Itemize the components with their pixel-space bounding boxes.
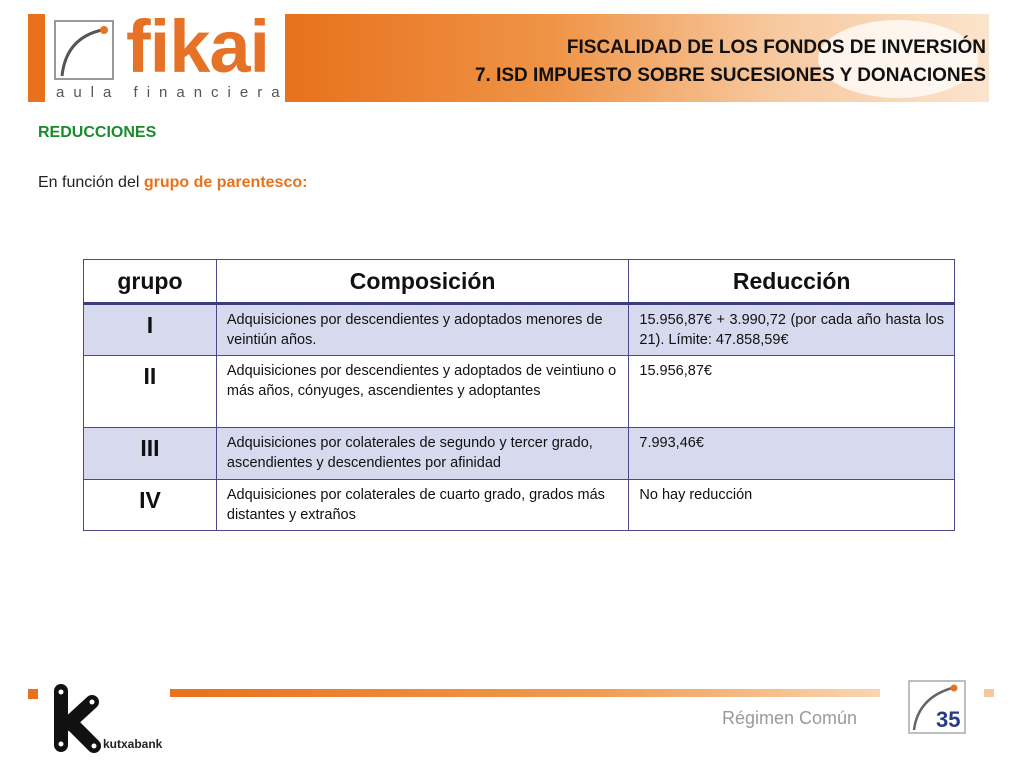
logo-subtitle: aula financiera bbox=[56, 84, 289, 101]
intro-prefix: En función del bbox=[38, 174, 144, 191]
header-grupo: grupo bbox=[84, 260, 217, 304]
intro-highlight: grupo de parentesco: bbox=[143, 174, 308, 191]
reductions-table bbox=[83, 259, 955, 531]
composicion-cell: Adquisiciones por descendientes y adoptados menores de veintiún años. bbox=[216, 304, 629, 356]
fikai-logo bbox=[48, 5, 289, 102]
reduccion-cell: 15.956,87€ bbox=[629, 356, 955, 428]
title-line-1: FISCALIDAD DE LOS FONDOS DE INVERSIÓN bbox=[566, 37, 986, 58]
table-row bbox=[84, 304, 955, 356]
header-accent-bar bbox=[28, 14, 45, 102]
intro-text bbox=[38, 174, 307, 192]
footer-square bbox=[28, 689, 38, 699]
page-number: 35 bbox=[936, 707, 961, 732]
logo-wordmark: fikai bbox=[126, 5, 270, 88]
section-heading: REDUCCIONES bbox=[38, 124, 157, 141]
header-reduccion: Reducción bbox=[629, 260, 955, 304]
table-row bbox=[84, 480, 955, 531]
composicion-cell: Adquisiciones por descendientes y adoptados de veintiuno o más años, cónyuges, ascendientes y adoptantes bbox=[216, 356, 629, 428]
reduccion-cell: 7.993,46€ bbox=[629, 428, 955, 480]
footer-bar bbox=[170, 689, 880, 697]
bank-name: kutxabank bbox=[103, 737, 163, 751]
reduccion-cell: 15.956,87€ + 3.990,72 (por cada año hasta los 21). Límite: 47.858,59€ bbox=[629, 304, 955, 356]
composicion-cell: Adquisiciones por colaterales de segundo y tercer grado, ascendientes y descendientes por afinidad bbox=[216, 428, 629, 480]
header-composicion: Composición bbox=[216, 260, 629, 304]
fikai-arc-icon bbox=[54, 20, 114, 80]
page-title bbox=[475, 34, 986, 90]
grupo-cell: I bbox=[84, 304, 217, 356]
table-header-row bbox=[84, 260, 955, 304]
reduccion-cell: No hay reducción bbox=[629, 480, 955, 531]
grupo-cell: III bbox=[84, 428, 217, 480]
table-row bbox=[84, 356, 955, 428]
table-row bbox=[84, 428, 955, 480]
composicion-cell: Adquisiciones por colaterales de cuarto grado, grados más distantes y extraños bbox=[216, 480, 629, 531]
footer-bar-end bbox=[984, 689, 994, 697]
footer-section-label: Régimen Común bbox=[722, 708, 858, 728]
grupo-cell: IV bbox=[84, 480, 217, 531]
grupo-cell: II bbox=[84, 356, 217, 428]
title-line-2: 7. ISD IMPUESTO SOBRE SUCESIONES Y DONACIONES bbox=[474, 65, 986, 86]
